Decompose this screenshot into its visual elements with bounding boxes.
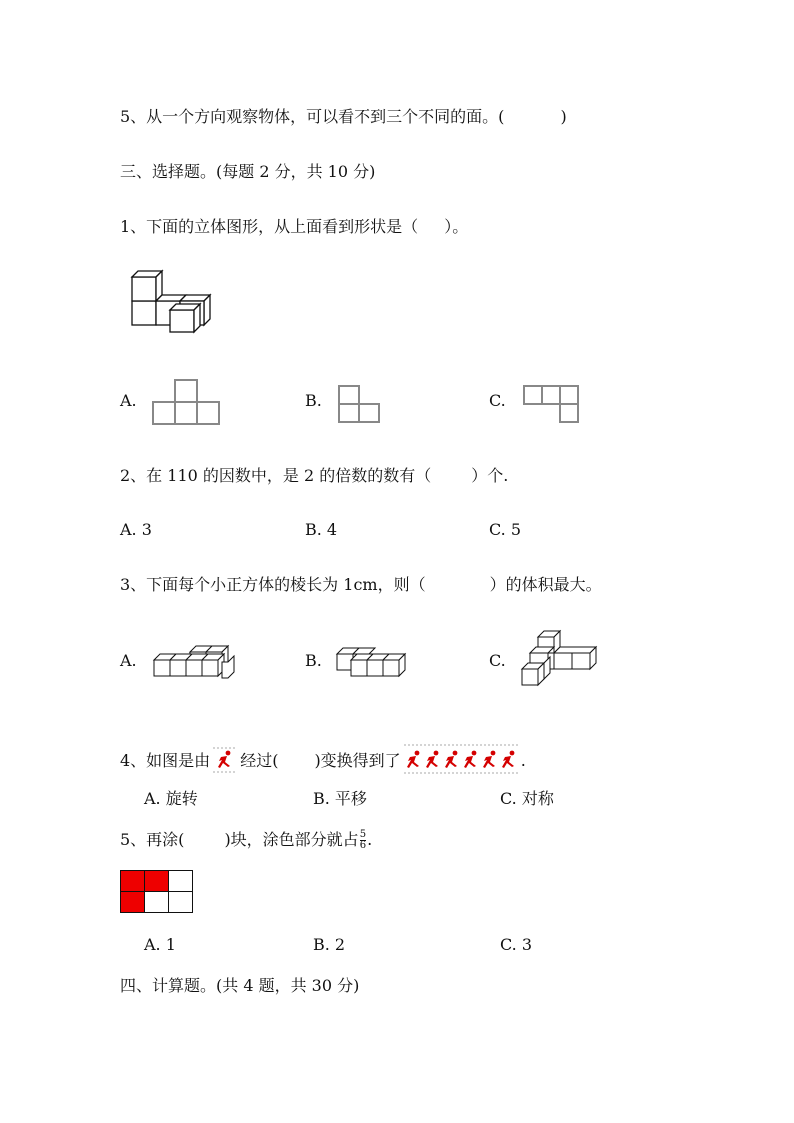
q5-option-a[interactable]: A. 1 (144, 935, 176, 954)
judge-q5-close: ) (560, 107, 567, 126)
q5-text-3: . (367, 830, 373, 849)
section-3-heading: 三、选择题。(每题 2 分，共 10 分) (120, 162, 376, 181)
q1-option-b[interactable]: B. (305, 391, 322, 410)
q1-option-b-figure (336, 383, 384, 425)
q3-option-a-figure (150, 638, 240, 682)
fraction-numerator: 5 (359, 829, 367, 840)
q3-text-after: ）的体积最大。 (489, 575, 602, 594)
q4-option-a[interactable]: A. 旋转 (144, 789, 198, 808)
q1-text-after: ）。 (444, 217, 469, 236)
section-4-heading: 四、计算题。(共 4 题，共 30 分) (120, 976, 360, 995)
q1-option-c-figure (521, 383, 583, 425)
q2-option-c[interactable]: C. 5 (489, 520, 522, 539)
q2-option-a[interactable]: A. 3 (120, 520, 152, 539)
q1-option-c[interactable]: C. (489, 391, 506, 410)
question-2 (120, 465, 508, 487)
judge-q5-text: 5、从一个方向观察物体，可以看不到三个不同的面。( (120, 107, 505, 126)
question-4 (120, 743, 526, 775)
q2-text-before: 2、在 110 的因数中，是 2 的倍数的数有（ (120, 466, 432, 485)
q3-option-c[interactable]: C. (489, 651, 506, 670)
q3-option-c-figure (518, 627, 600, 691)
q1-text-before: 1、下面的立体图形，从上面看到形状是（ (120, 217, 419, 236)
question-1 (120, 216, 468, 238)
q5-option-c[interactable]: C. 3 (500, 935, 533, 954)
q1-cube-solid-figure (125, 265, 220, 337)
runner-row-figure (403, 743, 521, 775)
q4-text-1: 4、如图是由 (120, 751, 211, 770)
q4-text-3: )变换得到了 (314, 751, 401, 770)
q5-text-2: )块，涂色部分就占 (224, 830, 359, 849)
q4-text-2: 经过( (240, 751, 279, 770)
q2-text-after: ）个. (471, 466, 509, 485)
q4-text-4: . (520, 751, 526, 770)
q4-option-b[interactable]: B. 平移 (313, 789, 367, 808)
q3-option-b[interactable]: B. (305, 651, 322, 670)
q2-option-b[interactable]: B. 4 (305, 520, 338, 539)
q3-option-a[interactable]: A. (120, 651, 137, 670)
q1-option-a[interactable]: A. (120, 391, 137, 410)
q3-text-before: 3、下面每个小正方体的棱长为 1cm，则（ (120, 575, 426, 594)
q1-option-a-figure (150, 378, 222, 428)
q3-option-b-figure (334, 640, 409, 680)
question-3 (120, 574, 602, 596)
question-5 (120, 829, 372, 851)
q5-option-b[interactable]: B. 2 (313, 935, 346, 954)
q4-option-c[interactable]: C. 对称 (500, 789, 554, 808)
q5-grid-figure (120, 870, 194, 914)
runner-single-figure (212, 746, 238, 774)
q5-text-1: 5、再涂( (120, 830, 185, 849)
judge-question-5 (120, 106, 567, 128)
fraction-denominator: 6 (359, 840, 367, 851)
fraction-five-sixths (360, 830, 366, 851)
